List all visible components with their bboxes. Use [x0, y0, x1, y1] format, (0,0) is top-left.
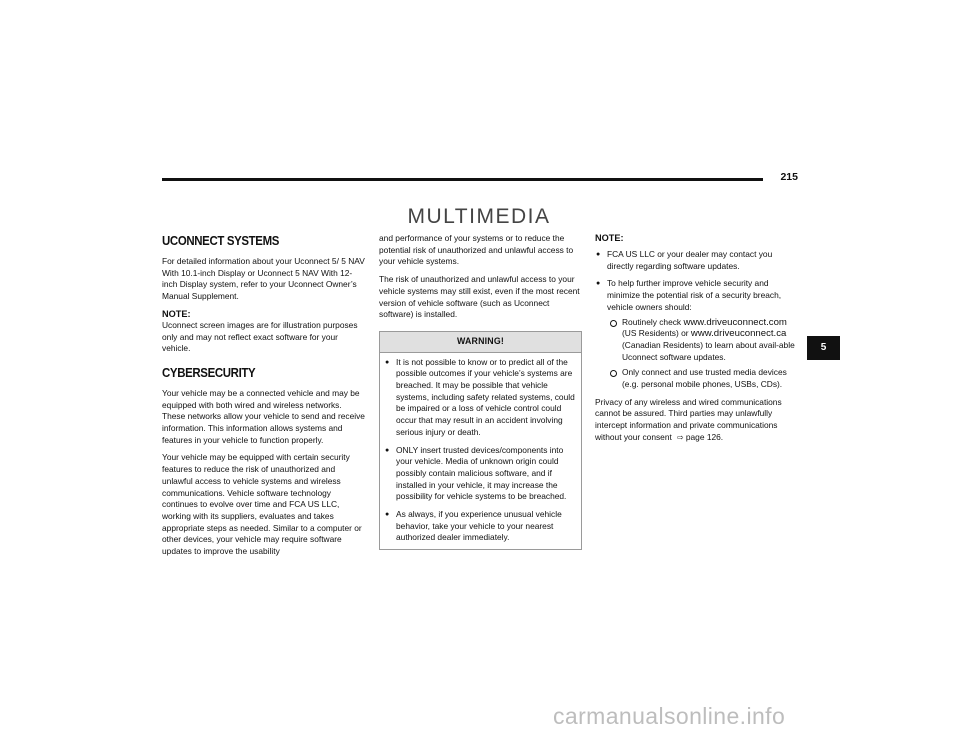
canada-website-link[interactable]: www.driveuconnect.ca: [690, 328, 787, 340]
warning-box: [379, 331, 582, 550]
note-bullet: ● FCA US LLC or your dealer may contact you directly regarding software updates.: [595, 249, 798, 272]
sub-list: [607, 317, 798, 391]
watermark: carmanualsonline.info: [553, 703, 786, 729]
warning-item: ● It is not possible to know or to predict all of the possible outcomes if your vehicle’s systems are breached. It may be possible that vehicle systems, including safety related systems, could be impaired or a loss of vehicle control could occur that may result in an accident involving serious injury or death.: [384, 357, 577, 439]
middle-column: [379, 233, 582, 550]
page-number: 215: [780, 171, 798, 183]
warning-title: WARNING!: [380, 332, 581, 353]
page-reference-arrow-icon: ⇨: [677, 432, 684, 442]
left-column: [162, 233, 365, 564]
note-bullet-list: [595, 249, 798, 391]
cybersecurity-paragraph-1: Your vehicle may be a connected vehicle and may be equipped with both wired and wireless networks. These networks allow your vehicle to send and receive information. This information allows systems and features in your vehicle to function properly.: [162, 387, 365, 445]
sub-item-text: (US Residents) or: [622, 328, 691, 339]
uconnect-paragraph: For detailed information about your Uconnect 5/ 5 NAV With 10.1-inch Display or Uconnect 5 NAV With 12-inch Display system, refer to your Uconnect Owner’s Manual Supplement.: [162, 256, 365, 302]
uconnect-heading: UCONNECT SYSTEMS: [162, 233, 280, 248]
page-reference-link[interactable]: page 126.: [685, 431, 724, 442]
chapter-tab: 5: [807, 336, 840, 360]
note-text: Uconnect screen images are for illustration purposes only and may not reflect exact software for your vehicle.: [162, 319, 358, 354]
cybersecurity-paragraph-2: Your vehicle may be equipped with certain security features to reduce the risk of unauthorized and unlawful access to vehicle systems and wireless communications. Vehicle software technology continues to evolve over time and FCA US LLC, working with its suppliers, evaluates and takes appropriate steps as needed. Similar to a computer or other devices, your vehicle may require software updates to improve the usability: [162, 452, 362, 557]
warning-item: ● As always, if you experience unusual vehicle behavior, take your vehicle to your nearest authorized dealer immediately.: [384, 509, 577, 544]
warning-body: [380, 353, 581, 550]
us-website-link[interactable]: www.driveuconnect.com: [683, 316, 787, 328]
note-bullet: [595, 278, 798, 390]
warning-list: [384, 357, 577, 545]
header-rule: [162, 178, 763, 181]
middle-paragraph-1: and performance of your systems or to reduce the potential risk of unauthorized and unlawful access to your vehicle systems.: [379, 233, 574, 267]
middle-paragraph-2: The risk of unauthorized and unlawful access to your vehicle systems may still exist, even if the most recent version of vehicle software (such as Uconnect software) is installed.: [379, 274, 580, 320]
privacy-text: Privacy of any wireless and wired communications cannot be assured. Third parties may unlawfully intercept information and private communications without your consent: [595, 396, 782, 442]
sub-item-text: (Canadian Residents) to learn about avail-able Uconnect software updates.: [622, 339, 795, 362]
sub-item: Only connect and use trusted media devices (e.g. personal mobile phones, USBs, CDs).: [607, 367, 798, 390]
note-bullet-text: To help further improve vehicle security and minimize the potential risk of a security breach, vehicle owners should:: [607, 278, 782, 312]
note-label: NOTE:: [162, 308, 191, 319]
right-column: [595, 233, 798, 450]
sub-item-text: Routinely check: [622, 316, 684, 327]
privacy-paragraph: [595, 397, 798, 444]
warning-item: ● ONLY insert trusted devices/components into your vehicle. Media of unknown origin could possibly contain malicious software, and if installed in your vehicle, it may increase the possibility for vehicle systems to be breached.: [384, 445, 577, 504]
note-label-right: NOTE:: [595, 233, 624, 243]
cybersecurity-heading: CYBERSECURITY: [162, 364, 256, 380]
sub-item: [607, 317, 798, 364]
chapter-title: MULTIMEDIA: [407, 205, 551, 229]
